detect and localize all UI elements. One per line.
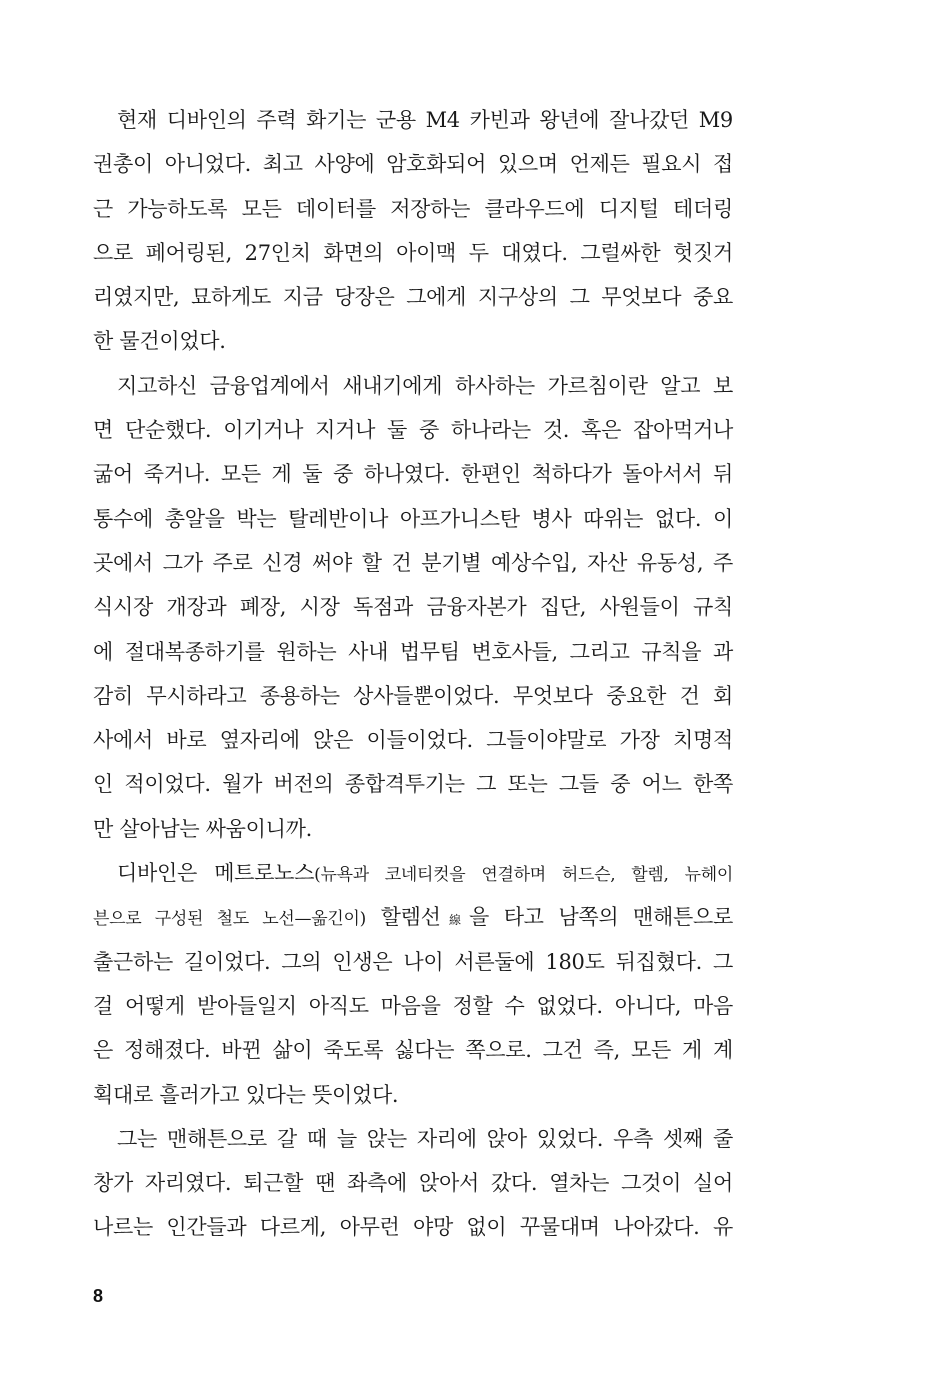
text-line: 현재 디바인의 주력 화기는 군용 M4 카빈과 왕년에 잘나갔던 M9 <box>117 108 733 132</box>
main-text: 을 타고 남쪽의 맨해튼으로 <box>469 905 733 930</box>
text-line: 사에서 바로 옆자리에 앉은 이들이었다. 그들이야말로 가장 치명적 <box>93 728 733 753</box>
hanja-annotation: 線 <box>440 913 469 928</box>
text-line: 근 가능하도록 모든 데이터를 저장하는 클라우드에 디지털 테더링 <box>93 196 733 221</box>
translator-note: (뉴욕과 코네티컷을 연결하며 허드슨, 할렘, 뉴헤이 <box>314 865 733 886</box>
text-line: 그는 맨해튼으로 갈 때 늘 앉는 자리에 앉아 있었다. 우측 셋째 줄 <box>117 1126 733 1151</box>
text-line: 나르는 인간들과 다르게, 아무런 야망 없이 꾸물대며 나아갔다. 유 <box>93 1215 733 1240</box>
text-line: 곳에서 그가 주로 신경 써야 할 건 분기별 예상수입, 자산 유동성, 주 <box>93 550 733 575</box>
text-line: 으로 페어링된, 27인치 화면의 아이맥 두 대였다. 그럴싸한 헛짓거 <box>93 240 733 265</box>
translator-note: 븐으로 구성된 철도 노선—옮긴이) <box>93 909 366 930</box>
text-line: 획대로 흘러가고 있다는 뜻이었다. <box>93 1082 399 1107</box>
page-number: 8 <box>93 1286 104 1306</box>
text-line: 은 정해졌다. 바뀐 삶이 죽도록 싫다는 쪽으로. 그건 즉, 모든 게 계 <box>93 1038 733 1063</box>
body-text <box>93 98 733 1250</box>
text-line: 만 살아남는 싸움이니까. <box>93 816 312 841</box>
text-line: 인 적이었다. 월가 버전의 종합격투기는 그 또는 그들 중 어느 한쪽 <box>93 772 733 797</box>
text-line: 창가 자리였다. 퇴근할 땐 좌측에 앉아서 갔다. 열차는 그것이 실어 <box>93 1171 733 1196</box>
text-line: 출근하는 길이었다. 그의 인생은 나이 서른둘에 180도 뒤집혔다. 그 <box>93 949 733 974</box>
text-line: 권총이 아니었다. 최고 사양에 암호화되어 있으며 언제든 필요시 접 <box>93 152 733 177</box>
text-line: 걸 어떻게 받아들일지 아직도 마음을 정할 수 없었다. 아니다, 마음 <box>93 993 733 1018</box>
main-text: 할렘선 <box>365 905 441 930</box>
main-text: 디바인은 메트로노스 <box>117 861 315 886</box>
text-line <box>93 851 733 895</box>
text-line: 리였지만, 묘하게도 지금 당장은 그에게 지구상의 그 무엇보다 중요 <box>93 285 733 310</box>
text-line: 한 물건이었다. <box>93 329 226 354</box>
text-line: 에 절대복종하기를 원하는 사내 법무팀 변호사들, 그리고 규칙을 과 <box>93 639 733 664</box>
text-line: 통수에 총알을 박는 탈레반이나 아프가니스탄 병사 따위는 없다. 이 <box>93 506 733 531</box>
text-line <box>93 895 733 939</box>
text-line: 굶어 죽거나. 모든 게 둘 중 하나였다. 한편인 척하다가 돌아서서 뒤 <box>93 462 733 487</box>
text-line: 감히 무시하라고 종용하는 상사들뿐이었다. 무엇보다 중요한 건 회 <box>93 683 733 708</box>
text-line: 식시장 개장과 폐장, 시장 독점과 금융자본가 집단, 사원들이 규칙 <box>93 595 733 620</box>
text-line: 면 단순했다. 이기거나 지거나 둘 중 하나라는 것. 혹은 잡아먹거나 <box>93 418 733 443</box>
text-line: 지고하신 금융업계에서 새내기에게 하사하는 가르침이란 알고 보 <box>117 373 733 398</box>
